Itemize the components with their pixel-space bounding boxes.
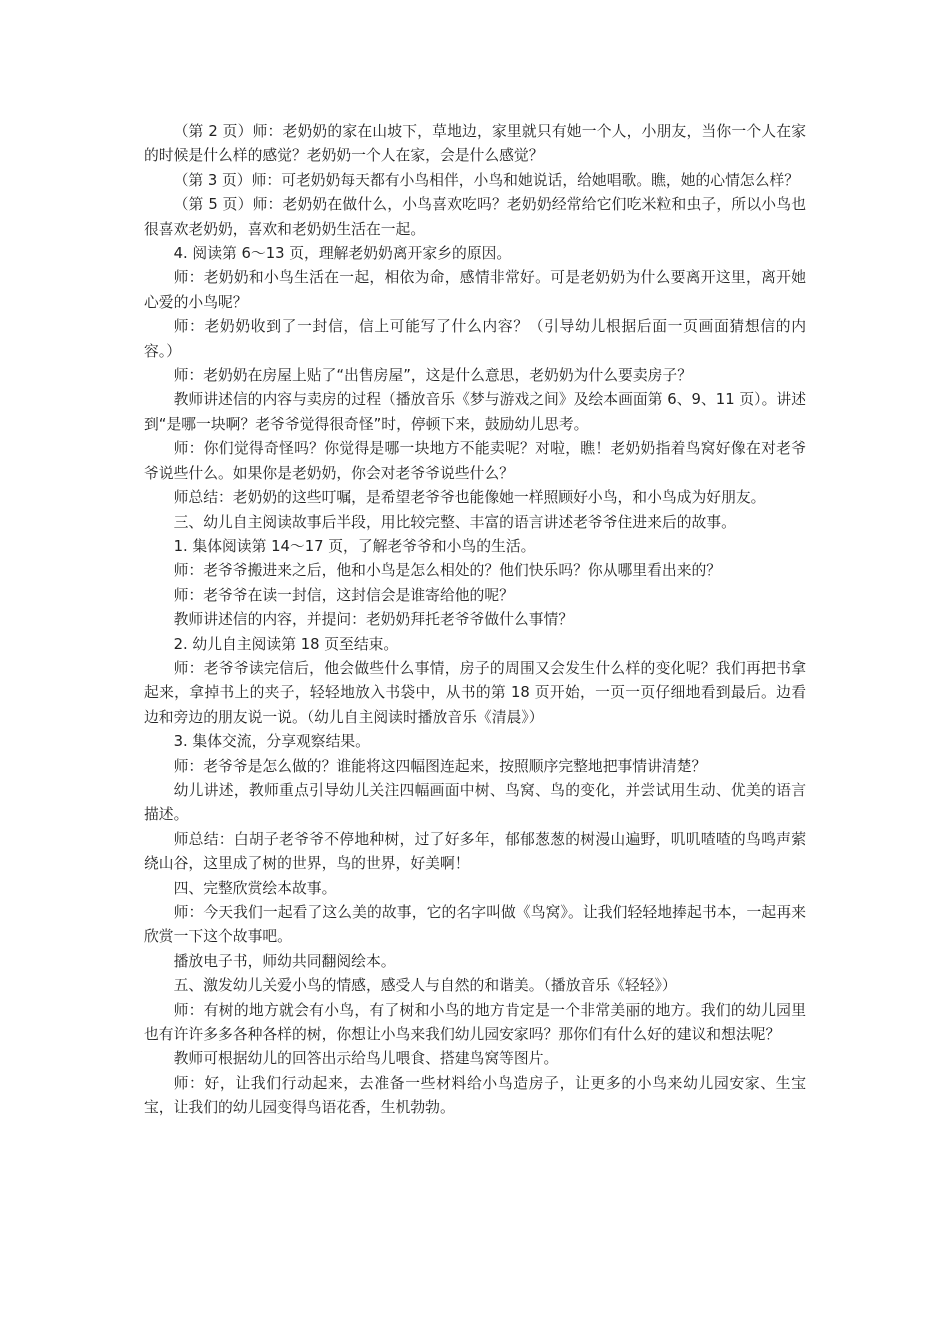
paragraph: 师：有树的地方就会有小鸟，有了树和小鸟的地方肯定是一个非常美丽的地方。我们的幼儿园里也有许许多多各种各样的树，你想让小鸟来我们幼儿园安家吗？那你们有什么好的建议和想法呢？ <box>144 1001 806 1044</box>
paragraph: 师总结：白胡子老爷爷不停地种树，过了好多年，郁郁葱葱的树漫山遍野，叽叽喳喳的鸟鸣声萦绕山谷，这里成了树的世界，鸟的世界，好美啊！ <box>144 830 806 873</box>
section-heading: 五、激发幼儿关爱小鸟的情感，感受人与自然的和谐美。（播放音乐《轻轻》） <box>173 977 677 995</box>
paragraph: 师：老奶奶和小鸟生活在一起，相依为命，感情非常好。可是老奶奶为什么要离开这里，离开她心爱的小鸟呢？ <box>144 269 806 311</box>
section-step-heading: 3. 集体交流，分享观察结果。 <box>173 733 370 751</box>
paragraph: 师：今天我们一起看了这么美的故事，它的名字叫做《鸟窝》。让我们轻轻地捧起书本，一起再来欣赏一下这个故事吧。 <box>144 904 806 946</box>
paragraph: 教师讲述信的内容与卖房的过程（播放音乐《梦与游戏之间》及绘本画面第 6、9、11 页）。讲述到“是哪一块啊？老爷爷觉得很奇怪”时，停顿下来，鼓励幼儿思考。 <box>144 391 806 433</box>
paragraph: （第 5 页）师：老奶奶在做什么，小鸟喜欢吃吗？老奶奶经常给它们吃米粒和虫子，所以小鸟也很喜欢老奶奶，喜欢和老奶奶生活在一起。 <box>144 196 806 238</box>
paragraph: 师：老奶奶在房屋上贴了“出售房屋”，这是什么意思，老奶奶为什么要卖房子？ <box>173 367 693 385</box>
section-heading: 三、幼儿自主阅读故事后半段，用比较完整、丰富的语言讲述老爷爷住进来后的故事。 <box>173 513 736 531</box>
section-step-heading: 4. 阅读第 6～13 页，理解老奶奶离开家乡的原因。 <box>173 245 512 263</box>
section-step-heading: 2. 幼儿自主阅读第 18 页至结束。 <box>173 635 399 653</box>
paragraph: 师：好，让我们行动起来，去准备一些材料给小鸟造房子，让更多的小鸟来幼儿园安家、生宝宝，让我们的幼儿园变得鸟语花香，生机勃勃。 <box>144 1074 806 1117</box>
paragraph: （第 3 页）师：可老奶奶每天都有小鸟相伴，小鸟和她说话，给她唱歌。瞧，她的心情怎么样？ <box>173 171 800 189</box>
paragraph: 教师讲述信的内容，并提问：老奶奶拜托老爷爷做什么事情？ <box>173 611 574 629</box>
paragraph: （第 2 页）师：老奶奶的家在山坡下，草地边，家里就只有她一个人，小朋友，当你一个人在家的时候是什么样的感觉？老奶奶一个人在家，会是什么感觉？ <box>144 123 806 165</box>
paragraph: 师总结：老奶奶的这些叮嘱，是希望老爷爷也能像她一样照顾好小鸟，和小鸟成为好朋友。 <box>173 489 766 507</box>
paragraph: 师：老奶奶收到了一封信，信上可能写了什么内容？（引导幼儿根据后面一页画面猜想信的内容。） <box>144 318 806 360</box>
section-step-heading: 1. 集体阅读第 14～17 页，了解老爷爷和小鸟的生活。 <box>173 537 536 555</box>
paragraph: 师：你们觉得奇怪吗？你觉得是哪一块地方不能卖呢？对啦，瞧！老奶奶指着鸟窝好像在对老爷爷说些什么。如果你是老奶奶，你会对老爷爷说些什么？ <box>144 440 806 482</box>
section-heading: 四、完整欣赏绘本故事。 <box>173 879 337 897</box>
paragraph: 播放电子书，师幼共同翻阅绘本。 <box>173 952 396 970</box>
paragraph: 师：老爷爷是怎么做的？谁能将这四幅图连起来，按照顺序完整地把事情讲清楚？ <box>173 757 707 775</box>
paragraph: 教师可根据幼儿的回答出示给鸟儿喂食、搭建鸟窝等图片。 <box>173 1050 559 1068</box>
paragraph: 师：老爷爷读完信后，他会做些什么事情，房子的周围又会发生什么样的变化呢？我们再把书拿起来，拿掉书上的夹子，轻轻地放入书袋中，从书的第 18 页开始，一页一页仔细地看到最后。边看边和旁边的朋友说一说。（幼儿自主阅读时播放音乐《清晨》） <box>144 659 806 726</box>
paragraph: 幼儿讲述，教师重点引导幼儿关注四幅画面中树、鸟窝、鸟的变化，并尝试用生动、优美的语言描述。 <box>144 781 806 824</box>
document-body <box>144 120 806 1121</box>
paragraph: 师：老爷爷在读一封信，这封信会是谁寄给他的呢？ <box>173 586 514 604</box>
paragraph: 师：老爷爷搬进来之后，他和小鸟是怎么相处的？他们快乐吗？你从哪里看出来的？ <box>173 562 722 580</box>
